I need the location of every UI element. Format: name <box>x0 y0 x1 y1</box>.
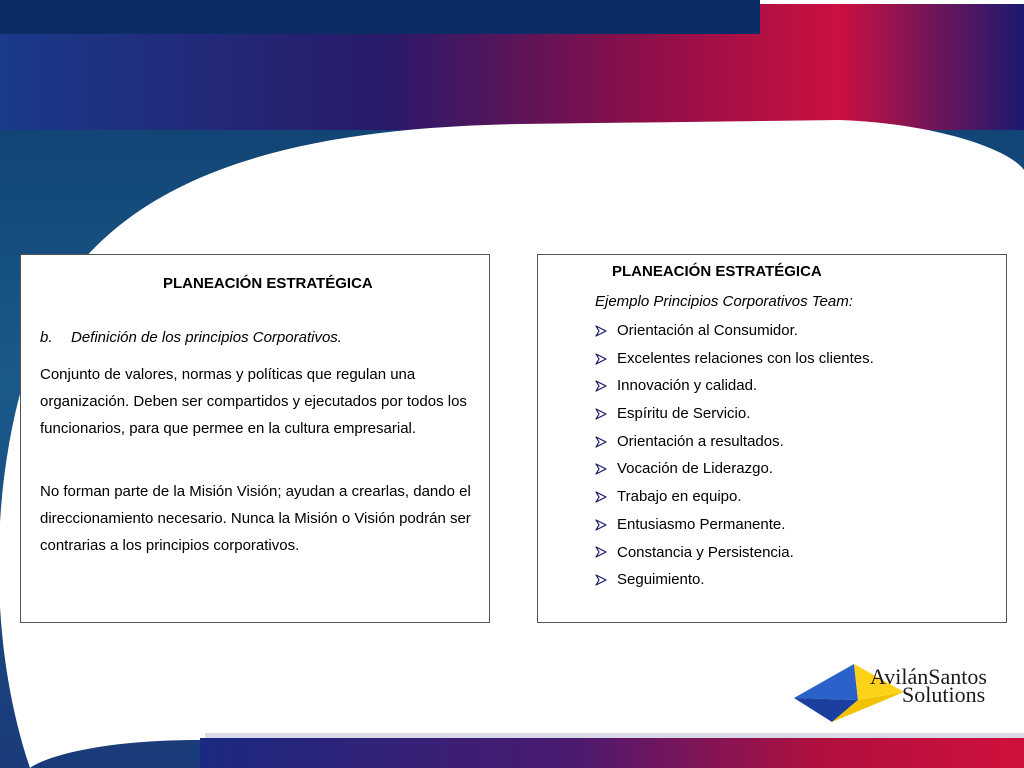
principle-item <box>595 483 874 511</box>
principle-item <box>595 345 874 373</box>
definition-paragraph: Conjunto de valores, normas y políticas que regulan una organización. Deben ser compartidos y ejecutados por todos los funcionarios, para que permee en la cultura empresarial. <box>40 366 467 437</box>
principles-definition-panel <box>20 254 490 623</box>
relation-paragraph: No forman parte de la Misión Visión; ayudan a crearlas, dando el direccionamiento necesario. Nunca la Misión o Visión podrán ser contrarias a los principios corporativos. <box>40 483 471 554</box>
principle-item <box>595 400 874 428</box>
logo-tagline: Solutions <box>902 682 986 707</box>
logo-wordmark: AvilánSantos <box>870 664 987 689</box>
principle-item <box>595 317 874 345</box>
principle-label: Seguimiento. <box>617 571 705 589</box>
subheading-text: Definición de los principios Corporativos. <box>71 329 342 346</box>
section-subheading <box>40 329 342 346</box>
principle-label: Entusiasmo Permanente. <box>617 515 786 533</box>
principle-label: Constancia y Persistencia. <box>617 543 794 561</box>
principles-list <box>595 317 874 594</box>
principle-item <box>595 428 874 456</box>
principle-label: Espíritu de Servicio. <box>617 405 751 423</box>
principle-item <box>595 372 874 400</box>
principles-example-panel <box>537 254 1007 623</box>
principle-label: Orientación a resultados. <box>617 432 784 450</box>
principle-item <box>595 455 874 483</box>
arrow-bullet-icon <box>595 519 607 531</box>
company-logo <box>792 660 1022 726</box>
arrow-bullet-icon <box>595 491 607 503</box>
example-intro: Ejemplo Principios Corporativos Team: <box>595 293 853 310</box>
arrow-bullet-icon <box>595 436 607 448</box>
arrow-bullet-icon <box>595 408 607 420</box>
principle-label: Vocación de Liderazgo. <box>617 460 773 478</box>
panel-title: PLANEACIÓN ESTRATÉGICA <box>163 275 373 292</box>
principle-label: Trabajo en equipo. <box>617 488 742 506</box>
principle-item <box>595 539 874 567</box>
arrow-bullet-icon <box>595 353 607 365</box>
arrow-bullet-icon <box>595 380 607 392</box>
arrow-bullet-icon <box>595 574 607 586</box>
arrow-bullet-icon <box>595 463 607 475</box>
principle-item <box>595 511 874 539</box>
subheading-letter: b. <box>40 329 53 346</box>
arrow-bullet-icon <box>595 325 607 337</box>
arrow-bullet-icon <box>595 546 607 558</box>
principle-label: Excelentes relaciones con los clientes. <box>617 349 874 367</box>
principle-label: Orientación al Consumidor. <box>617 322 798 339</box>
principle-item <box>595 566 874 594</box>
panel-title: PLANEACIÓN ESTRATÉGICA <box>612 263 822 280</box>
principle-label: Innovación y calidad. <box>617 377 758 395</box>
